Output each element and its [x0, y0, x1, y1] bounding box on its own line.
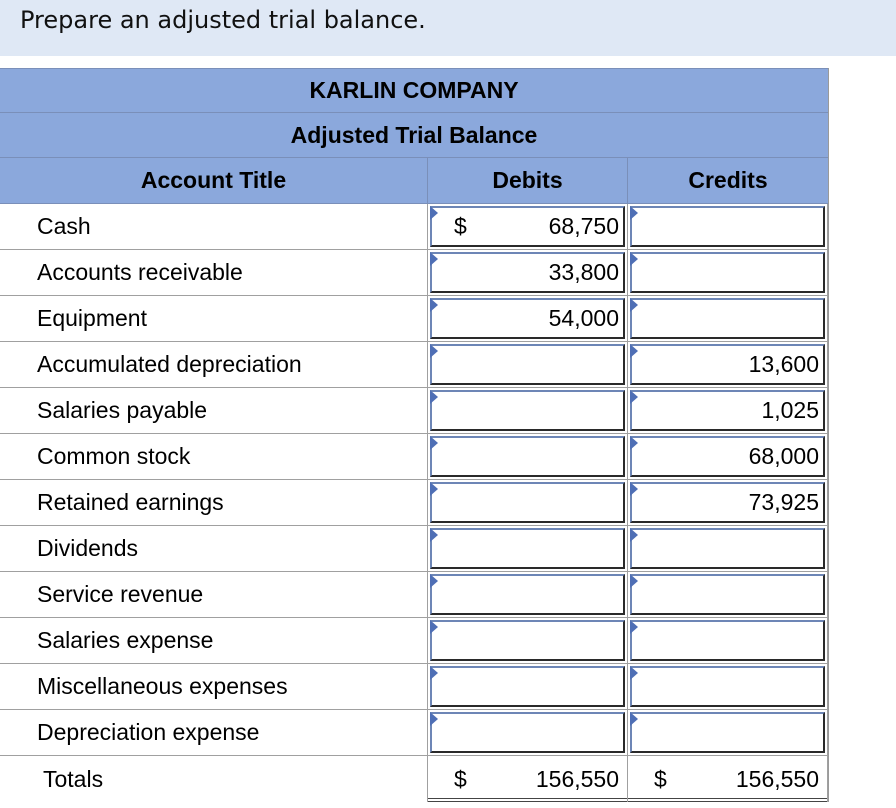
debit-cell: [428, 250, 628, 295]
dropdown-marker-icon[interactable]: [430, 574, 438, 588]
table-row: [0, 204, 828, 250]
debit-cell: [428, 710, 628, 755]
account-title: Dividends: [0, 526, 428, 571]
dropdown-marker-icon[interactable]: [630, 206, 638, 220]
debit-cell: [428, 572, 628, 617]
credit-cell: [628, 296, 828, 341]
credit-cell: [628, 250, 828, 295]
dropdown-marker-icon[interactable]: [630, 298, 638, 312]
credit-cell: [628, 710, 828, 755]
table-row: [0, 388, 828, 434]
column-headers: [0, 158, 828, 204]
dropdown-marker-icon[interactable]: [430, 666, 438, 680]
credit-cell: [628, 618, 828, 663]
company-name: KARLIN COMPANY: [0, 68, 828, 113]
dropdown-marker-icon[interactable]: [630, 482, 638, 496]
dropdown-marker-icon[interactable]: [430, 482, 438, 496]
dropdown-marker-icon[interactable]: [430, 298, 438, 312]
debit-cell: [428, 480, 628, 525]
dropdown-marker-icon[interactable]: [430, 528, 438, 542]
table-row: [0, 618, 828, 664]
credit-cell: [628, 664, 828, 709]
account-title-header: Account Title: [0, 158, 428, 203]
credit-input[interactable]: [630, 528, 825, 569]
dropdown-marker-icon[interactable]: [430, 390, 438, 404]
dropdown-marker-icon[interactable]: [630, 620, 638, 634]
prompt-text: Prepare an adjusted trial balance.: [20, 6, 426, 34]
total-credit-dollar: $: [654, 765, 667, 792]
question-prompt: [0, 0, 896, 56]
credit-cell: [628, 572, 828, 617]
credit-input[interactable]: [630, 574, 825, 615]
credit-input[interactable]: [630, 620, 825, 661]
totals-row: [0, 756, 828, 802]
credits-header: Credits: [688, 167, 768, 193]
credit-input[interactable]: [630, 666, 825, 707]
account-title: Cash: [0, 204, 428, 249]
double-underline: [428, 798, 627, 802]
account-title: Depreciation expense: [0, 710, 428, 755]
credit-cell: [628, 342, 828, 387]
double-underline: [628, 798, 827, 802]
dropdown-marker-icon[interactable]: [630, 344, 638, 358]
credit-input[interactable]: [630, 712, 825, 753]
account-title: Accounts receivable: [0, 250, 428, 295]
debit-cell: [428, 388, 628, 433]
account-title: Equipment: [0, 296, 428, 341]
debit-value: 54,000: [548, 305, 619, 331]
table-row: [0, 250, 828, 296]
credit-input[interactable]: [630, 206, 825, 247]
debit-value: 33,800: [548, 259, 619, 285]
table-body: [0, 204, 828, 756]
dropdown-marker-icon[interactable]: [630, 712, 638, 726]
total-credit-value: 156,550: [735, 765, 819, 792]
account-title: Salaries payable: [0, 388, 428, 433]
debit-cell: [428, 664, 628, 709]
debit-input[interactable]: [430, 390, 625, 431]
credit-cell: [628, 526, 828, 571]
debits-header: Debits: [428, 158, 628, 203]
table-row: [0, 296, 828, 342]
table-row: [0, 434, 828, 480]
debit-value: 68,750: [548, 213, 619, 239]
dropdown-marker-icon[interactable]: [630, 666, 638, 680]
credit-cell: [628, 480, 828, 525]
statement-title: Adjusted Trial Balance: [0, 113, 828, 158]
table-row: [0, 572, 828, 618]
debit-cell: [428, 434, 628, 479]
debit-input[interactable]: [430, 620, 625, 661]
debit-input[interactable]: [430, 574, 625, 615]
total-debit-dollar: $: [454, 765, 467, 792]
account-title: Retained earnings: [0, 480, 428, 525]
total-debit-value: 156,550: [535, 765, 619, 792]
total-credit-cell: [628, 756, 828, 802]
dropdown-marker-icon[interactable]: [430, 436, 438, 450]
credit-cell: [628, 434, 828, 479]
credit-cell: [628, 204, 828, 249]
account-title: Common stock: [0, 434, 428, 479]
table-row: [0, 710, 828, 756]
debit-cell: [428, 618, 628, 663]
debit-input[interactable]: [430, 712, 625, 753]
debit-input[interactable]: [430, 482, 625, 523]
debit-cell: [428, 296, 628, 341]
account-title: Salaries expense: [0, 618, 428, 663]
dropdown-marker-icon[interactable]: [630, 390, 638, 404]
debit-dollar: $: [454, 213, 467, 239]
trial-balance-table: [0, 68, 829, 802]
table-row: [0, 342, 828, 388]
debit-input[interactable]: [430, 666, 625, 707]
dropdown-marker-icon[interactable]: [630, 252, 638, 266]
credit-value: 13,600: [748, 351, 819, 377]
debit-cell: [428, 204, 628, 249]
dropdown-marker-icon[interactable]: [430, 206, 438, 220]
dropdown-marker-icon[interactable]: [430, 620, 438, 634]
dropdown-marker-icon[interactable]: [630, 436, 638, 450]
dropdown-marker-icon[interactable]: [630, 574, 638, 588]
account-title: Accumulated depreciation: [0, 342, 428, 387]
credit-cell: [628, 388, 828, 433]
account-title: Service revenue: [0, 572, 428, 617]
dropdown-marker-icon[interactable]: [630, 528, 638, 542]
credit-value: 73,925: [748, 489, 819, 515]
table-row: [0, 526, 828, 572]
table-row: [0, 664, 828, 710]
debit-cell: [428, 342, 628, 387]
dropdown-marker-icon[interactable]: [430, 712, 438, 726]
totals-label: Totals: [0, 756, 428, 802]
debit-input[interactable]: [430, 528, 625, 569]
credit-value: 1,025: [761, 397, 819, 423]
credit-value: 68,000: [748, 443, 819, 469]
dropdown-marker-icon[interactable]: [430, 344, 438, 358]
credit-input[interactable]: [630, 252, 825, 293]
credit-input[interactable]: [630, 298, 825, 339]
debit-input[interactable]: [430, 344, 625, 385]
dropdown-marker-icon[interactable]: [430, 252, 438, 266]
total-debit-cell: [428, 756, 628, 802]
table-row: [0, 480, 828, 526]
debit-input[interactable]: [430, 436, 625, 477]
account-title: Miscellaneous expenses: [0, 664, 428, 709]
debit-cell: [428, 526, 628, 571]
